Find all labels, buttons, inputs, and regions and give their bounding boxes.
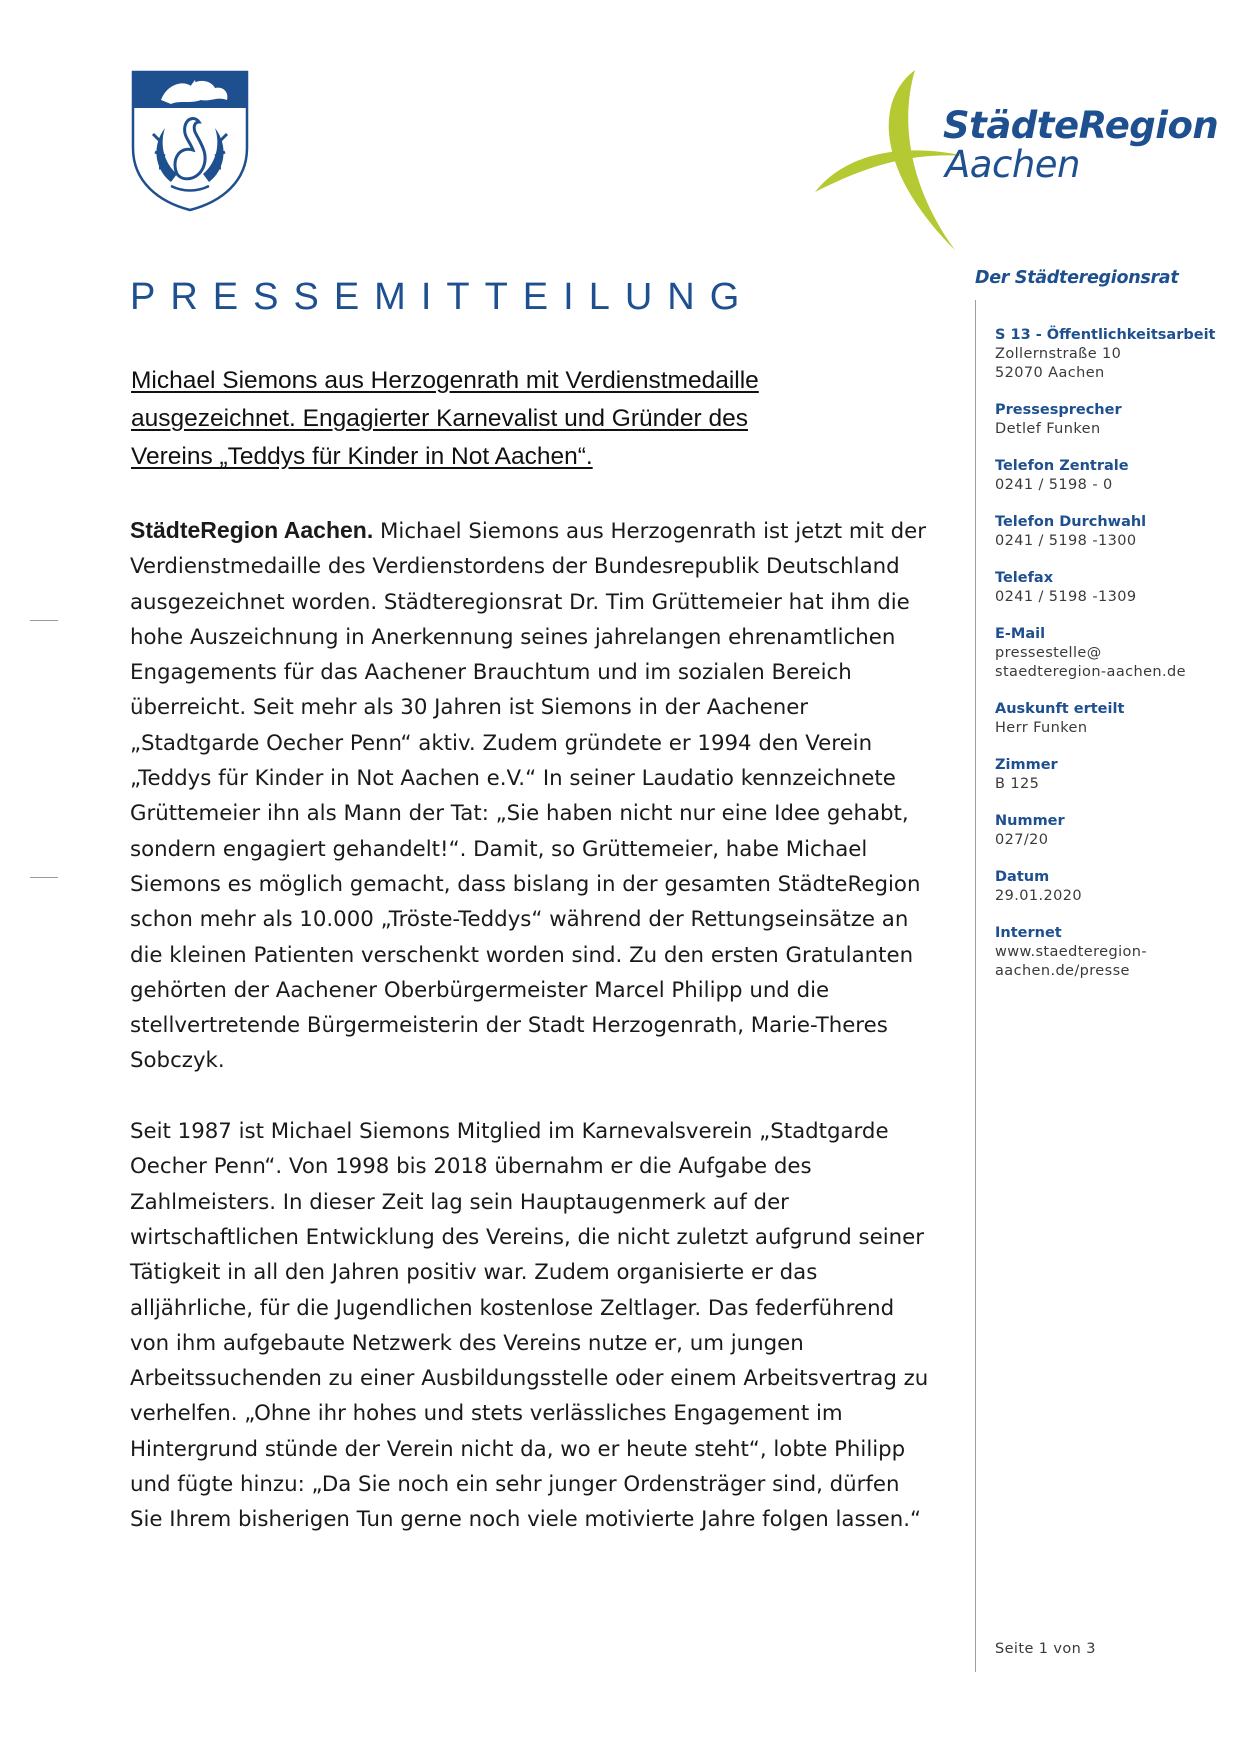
header-subtitle: Der Städteregionsrat (975, 268, 1179, 288)
headline-line-2: ausgezeichnet. Engagierter Karnevalist und Gründer des (131, 405, 748, 432)
sidebar-value: 0241 / 5198 -1300 (995, 533, 1137, 549)
sidebar-value: B 125 (995, 776, 1040, 792)
fold-mark (30, 620, 58, 621)
headline-line-3: Vereins „Teddys für Kinder in Not Aachen“. (131, 443, 593, 470)
sidebar-label: Zimmer (995, 757, 1058, 773)
page-title: PRESSEMITTEILUNG (130, 276, 755, 318)
sidebar-room (995, 756, 1230, 794)
sidebar-value: Zollernstraße 10 (995, 346, 1122, 362)
page-number: Seite 1 von 3 (995, 1641, 1096, 1657)
sidebar-value: 027/20 (995, 832, 1049, 848)
logo-wordmark (943, 106, 1218, 184)
sidebar-divider (975, 317, 976, 1672)
sidebar-rule-top (975, 300, 976, 317)
article-body (130, 513, 930, 1538)
sidebar-label: Telefon Zentrale (995, 458, 1129, 474)
sidebar-label: Datum (995, 869, 1050, 885)
sidebar-fax (995, 569, 1230, 607)
sidebar-label: Nummer (995, 813, 1065, 829)
staedteregion-logo (815, 70, 1219, 250)
email-link[interactable]: staedteregion-aachen.de (995, 664, 1186, 680)
logo-line-2: Aachen (945, 143, 1080, 186)
sidebar-value: 0241 / 5198 -1309 (995, 589, 1137, 605)
sidebar-value: 0241 / 5198 - 0 (995, 477, 1113, 493)
website-link[interactable]: aachen.de/presse (995, 963, 1130, 979)
coat-of-arms-icon (131, 70, 249, 212)
paragraph-1-text: Michael Siemons aus Herzogenrath ist jetzt mit der Verdienstmedaille des Verdienstordens der Bundesrepublik Deutschland ausgezeichnet worden. Städteregionsrat Dr. Tim Grüttemeier hat ihm die hohe Auszeichnung in Anerkennung seines jahrelangen ehrenamtlichen Engagements für das Aachener Brauchtum und im sozialen Bereich überreicht. Seit mehr als 30 Jahren ist Siemons in der Aachener „Stadtgarde Oecher Penn“ aktiv. Zudem gründete er 1994 den Verein „Teddys für Kinder in Not Aachen e.V.“ In seiner Laudatio kennzeichnete Grüttemeier ihn als Mann der Tat: „Sie haben nicht nur eine Idee gehabt, sondern engagiert gehandelt!“. Damit, so Grüttemeier, habe Michael Siemons es möglich gemacht, dass bislang in der gesamten StädteRegion schon mehr als 10.000 „Tröste-Teddys“ während der Rettungseinsätze an die kleinen Patienten verschenkt worden sind. Zu den ersten Gratulanten gehörten der Aachener Oberbürgermeister Marcel Philipp und die stellvertretende Bürgermeisterin der Stadt Herzogenrath, Marie-Theres Sobczyk. (130, 519, 927, 1074)
sidebar-label: Internet (995, 925, 1062, 941)
sidebar-date (995, 868, 1230, 906)
sidebar-department (995, 326, 1230, 383)
punch-mark (30, 877, 58, 878)
sidebar-label: S 13 - Öffentlichkeitsarbeit (995, 327, 1216, 343)
sidebar-label: E-Mail (995, 626, 1046, 642)
sidebar-phone-direct (995, 513, 1230, 551)
sidebar-label: Telefon Durchwahl (995, 514, 1147, 530)
sidebar-value: 52070 Aachen (995, 365, 1105, 381)
sidebar-label: Auskunft erteilt (995, 701, 1125, 717)
dateline: StädteRegion Aachen. (130, 517, 374, 543)
sidebar-phone-main (995, 457, 1230, 495)
sidebar-number (995, 812, 1230, 850)
sidebar-value: Herr Funken (995, 720, 1088, 736)
website-link[interactable]: www.staedteregion- (995, 944, 1148, 960)
sidebar-spokesperson (995, 401, 1230, 439)
sidebar-email (995, 625, 1230, 682)
sidebar-value: 29.01.2020 (995, 888, 1083, 904)
email-link[interactable]: pressestelle@ (995, 645, 1102, 661)
headline-line-1: Michael Siemons aus Herzogenrath mit Verdienstmedaille (131, 367, 759, 394)
contact-sidebar (995, 326, 1230, 999)
sidebar-internet (995, 924, 1230, 981)
paragraph-1 (130, 513, 930, 1079)
sidebar-info (995, 700, 1230, 738)
sidebar-label: Telefax (995, 570, 1054, 586)
sidebar-label: Pressesprecher (995, 402, 1122, 418)
logo-line-1: StädteRegion (943, 104, 1219, 147)
sidebar-value: Detlef Funken (995, 421, 1101, 437)
paragraph-2: Seit 1987 ist Michael Siemons Mitglied im Karnevalsverein „Stadtgarde Oecher Penn“. Von 1998 bis 2018 übernahm er die Aufgabe des Zahlmeisters. In dieser Zeit lag sein Hauptaugenmerk auf der wirtschaftlichen Entwicklung des Vereins, die nicht zuletzt aufgrund seiner Tätigkeit in all den Jahren positiv war. Zudem organisierte er das alljährliche, für die Jugendlichen kostenlose Zeltlager. Das federführend von ihm aufgebaute Netzwerk des Vereins nutze er, um jungen Arbeitssuchenden zu einer Ausbildungsstelle oder einem Arbeitsvertrag zu verhelfen. „Ohne ihr hohes und stets verlässliches Engagement im Hintergrund stünde der Verein nicht da, wo er heute steht“, lobte Philipp und fügte hinzu: „Da Sie noch ein sehr junger Ordensträger sind, dürfen Sie Ihrem bisherigen Tun gerne noch viele motivierte Jahre folgen lassen.“ (130, 1119, 929, 1533)
headline (131, 362, 911, 476)
